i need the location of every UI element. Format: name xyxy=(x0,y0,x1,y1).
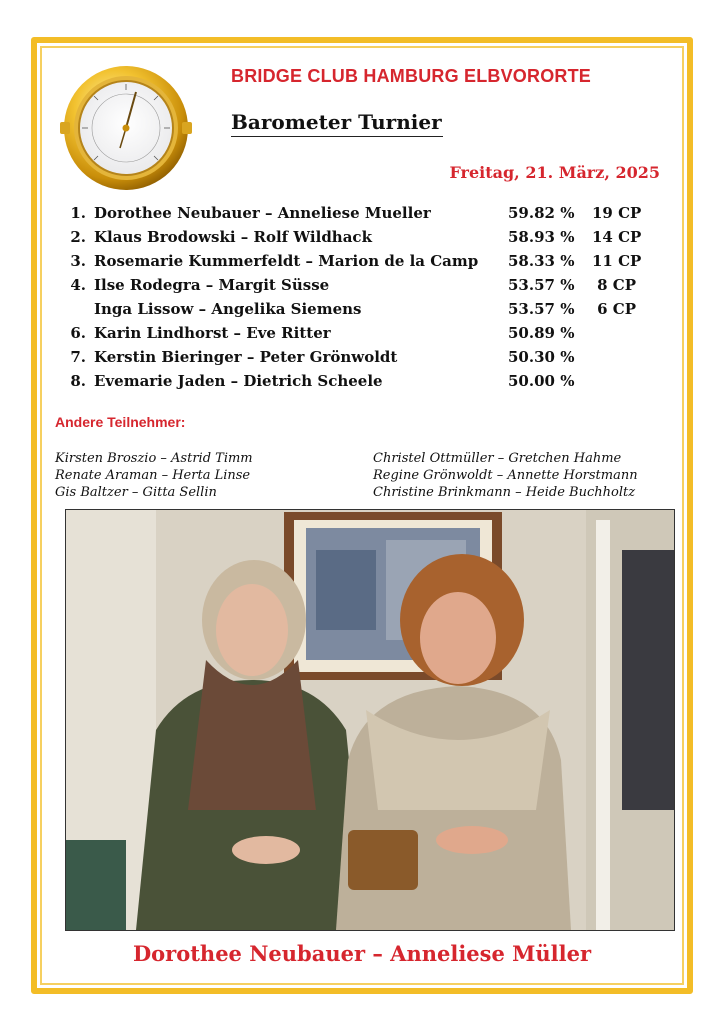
result-pair: Kerstin Bieringer – Peter Grönwoldt xyxy=(94,348,398,366)
result-row xyxy=(66,348,646,372)
club-title: BRIDGE CLUB HAMBURG ELBVORORTE xyxy=(231,66,591,86)
result-rank: 6. xyxy=(70,324,86,342)
other-pair: Kirsten Broszio – Astrid Timm xyxy=(55,451,253,466)
result-pair: Ilse Rodegra – Margit Süsse xyxy=(94,276,330,294)
other-participants-right xyxy=(373,450,638,501)
result-rank: 3. xyxy=(70,252,86,270)
tournament-title: Barometer Turnier xyxy=(231,110,442,134)
result-row xyxy=(66,276,646,300)
results-table xyxy=(66,204,646,396)
other-pair: Christine Brinkmann – Heide Buchholtz xyxy=(373,485,636,500)
result-pair: Inga Lissow – Angelika Siemens xyxy=(94,300,362,318)
result-score: 50.00 % xyxy=(508,372,575,390)
result-score: 53.57 % xyxy=(508,276,575,294)
result-rank: 2. xyxy=(70,228,86,246)
result-cp: 6 CP xyxy=(597,300,636,318)
result-row xyxy=(66,300,646,324)
result-pair: Evemarie Jaden – Dietrich Scheele xyxy=(94,372,383,390)
result-rank: 4. xyxy=(70,276,86,294)
other-pair: Gis Baltzer – Gitta Sellin xyxy=(55,485,217,500)
result-pair: Karin Lindhorst – Eve Ritter xyxy=(94,324,331,342)
result-row xyxy=(66,204,646,228)
other-pair: Regine Grönwoldt – Annette Horstmann xyxy=(373,468,638,483)
result-row xyxy=(66,372,646,396)
result-score: 50.89 % xyxy=(508,324,575,342)
result-score: 59.82 % xyxy=(508,204,575,222)
result-pair: Dorothee Neubauer – Anneliese Mueller xyxy=(94,204,431,222)
result-score: 58.93 % xyxy=(508,228,575,246)
result-cp: 11 CP xyxy=(592,252,642,270)
result-row xyxy=(66,252,646,276)
other-pair: Christel Ottmüller – Gretchen Hahme xyxy=(373,451,622,466)
barometer-icon xyxy=(58,60,194,196)
result-pair: Rosemarie Kummerfeldt – Marion de la Camp xyxy=(94,252,479,270)
result-cp: 8 CP xyxy=(597,276,636,294)
photo-caption: Dorothee Neubauer – Anneliese Müller xyxy=(132,941,592,966)
other-participants-left xyxy=(55,450,253,501)
result-row xyxy=(66,324,646,348)
result-score: 58.33 % xyxy=(508,252,575,270)
result-score: 50.30 % xyxy=(508,348,575,366)
other-participants-heading: Andere Teilnehmer: xyxy=(55,414,186,430)
tournament-date: Freitag, 21. März, 2025 xyxy=(449,163,660,182)
winners-photo xyxy=(65,509,675,931)
result-pair: Klaus Brodowski – Rolf Wildhack xyxy=(94,228,372,246)
result-cp: 14 CP xyxy=(592,228,642,246)
result-rank: 1. xyxy=(70,204,86,222)
result-rank: 8. xyxy=(70,372,86,390)
title-underline xyxy=(231,136,443,137)
result-row xyxy=(66,228,646,252)
result-cp: 19 CP xyxy=(592,204,642,222)
result-score: 53.57 % xyxy=(508,300,575,318)
result-rank: 7. xyxy=(70,348,86,366)
other-pair: Renate Araman – Herta Linse xyxy=(55,468,251,483)
